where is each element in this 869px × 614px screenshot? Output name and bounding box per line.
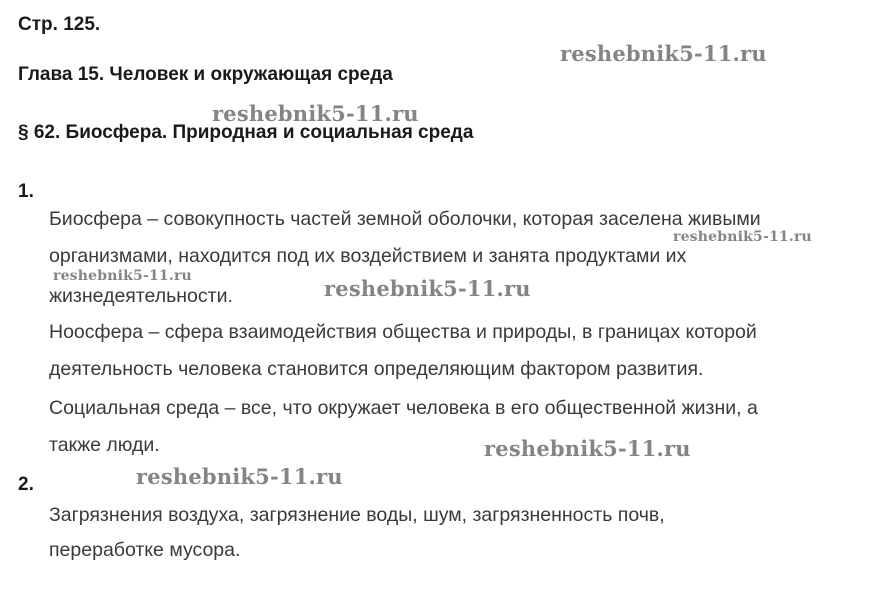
watermark: reshebnik5-11.ru: [136, 464, 343, 489]
watermark: reshebnik5-11.ru: [53, 268, 192, 284]
task-1-line: жизнедеятельности.: [49, 285, 233, 307]
task-number-1: 1.: [18, 181, 34, 202]
task-1-line: организмами, находится под их воздействием и занята продуктами их: [49, 245, 687, 267]
task-1-line: Биосфера – совокупность частей земной оболочки, которая заселена живыми: [49, 208, 761, 230]
section-title: § 62. Биосфера. Природная и социальная среда: [18, 122, 474, 143]
task-2-line: переработке мусора.: [49, 539, 241, 561]
chapter-title: Глава 15. Человек и окружающая среда: [18, 64, 393, 85]
watermark: reshebnik5-11.ru: [560, 41, 767, 66]
watermark: reshebnik5-11.ru: [673, 229, 812, 245]
page-number: Стр. 125.: [18, 14, 101, 35]
task-1-line: деятельность человека становится определяющим фактором развития.: [49, 358, 704, 380]
watermark: reshebnik5-11.ru: [324, 276, 531, 301]
task-1-line: Социальная среда – все, что окружает человека в его общественной жизни, а: [49, 397, 758, 419]
task-1-line: Ноосфера – сфера взаимодействия общества и природы, в границах которой: [49, 321, 757, 343]
task-2-line: Загрязнения воздуха, загрязнение воды, шум, загрязненность почв,: [49, 504, 665, 526]
task-number-2: 2.: [18, 474, 34, 495]
task-1-line: также люди.: [49, 434, 160, 456]
watermark: reshebnik5-11.ru: [212, 101, 419, 126]
watermark: reshebnik5-11.ru: [484, 436, 691, 461]
